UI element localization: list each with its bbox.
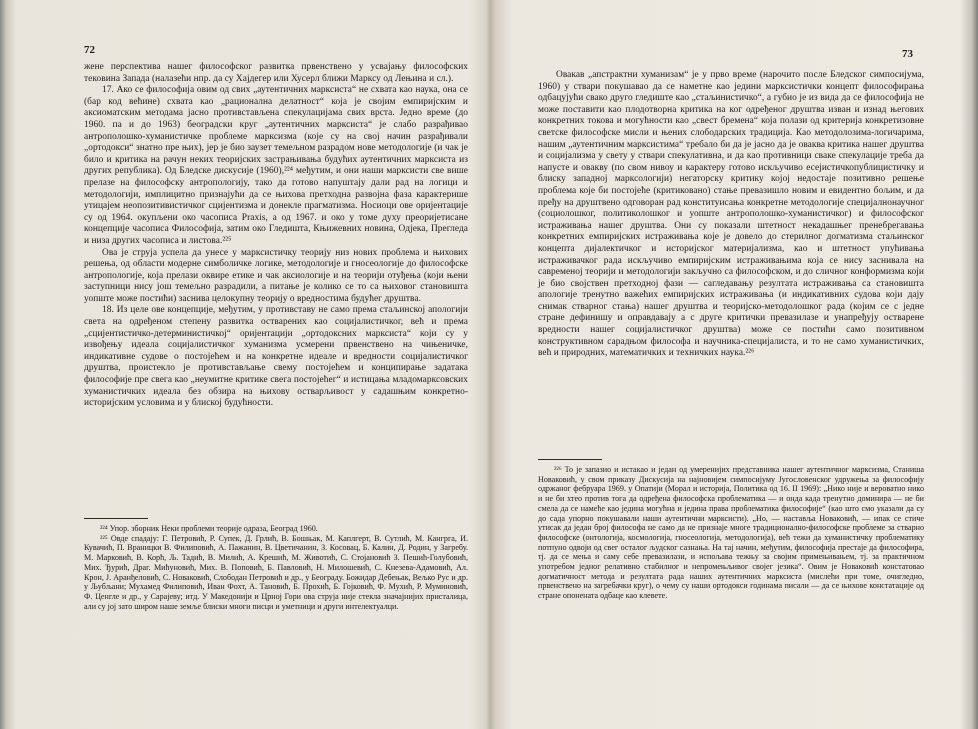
footnotes <box>538 465 924 601</box>
footnotes <box>84 524 468 611</box>
page-number: 73 <box>902 48 913 60</box>
paragraph: жене перспектива нашег философског развитка првенствено у усвајању философских тековина Запада (налазећи нпр. да су Хајдегер или Хусерл ближи Марксу од Лењина и сл.). <box>84 62 468 84</box>
paragraph: Ова је струја успела да унесе у марксистичку теорију низ нових проблема и њихових решења, од области модерне симболичке логике, методологије и гносеологије до философске антропологије, која прелази оквире етике и чак аксиологије и на теорији отуђења (који њени заступници нису још темељно разрадили, а питање је колико се то са њиховог становишта уопште може постићи) заснива целокупну теорију о вредностима будућег друштва. <box>84 247 468 304</box>
page-number: 72 <box>84 44 95 56</box>
paragraph: Овакав „апстрактни хуманизам“ је у прво време (нарочито после Бледског симпосијума, 1960) у ствари покушавао да се наметне као једини марксистички концепт философирања одбацујући свако друго гледиште као „стаљинистичко“, а губио је из вида да се философија не може поставити као плодотворна критика на ког одређеног друштва изван и изнад његових конкретних токова и могућности као „свест бремена“ која полази од критерија конкретизовне светске философске мисли и њених слободарских традиција. Као методолозима-логичарима, нашим „аутентичним марксистима“ требало би да је јасно да је оваква критика нашег друштва и социјализма у свету у ствари спекулативна, и да као противници сваке спекулације треба да напусте и овакву (по свом нивоу и карактеру готово искључиво есејистичкопублицистичку и блиску западној марксологији) негаторску критику којој недостаје позитивно решење проблема које би постојеће (критиковано) стање превазишло новим и евидентно бољим, и да пређу на друштвено одговоран рад конституисања конкретне методологије специјалнонаучног (социолошког, политиколошког и уопште антрополошко-хуманистичког) и философског истраживања нашег друштва. Они су показали штетност некадашњег пренебрегавања конкретних емпиријских истраживања које је довело до стерилног догматизма стаљинског концепта дијалектичког и историјског материјализма, као и штетност упућивања истраживачког рада искључиво емпиријским истраживањима која се нису заснивала на савременој теорији и методологији закључно са философском, и до сличног конформизма који је био својствен претходној фази — сагледавању резултата истраживања са становишта апологије тренутно важећих емпиријских истраживања (и индикативних судова који дају снимак стварног стања) нашег друштва и теоријско-методолошког рада (којим се с једне стране дефинишу и оправдавају а с друге критички превазилазе и унапређују остварене вредности нашег социјалистичког друштва) може се постићи само позитивном конструктивном сарадњом философа и научника-специјалиста, и то не само хуманистичких, већ и природних, математичких и техничких наука.²²⁶ <box>538 70 924 359</box>
paragraph: 18. Из целе ове концепције, међутим, у противставу не само према стаљинској апологији света на одређеном степену развитка остварених као социјалистичког, већ и према „сцијентистичко-детерминистичкој“ оријентацији „ортодоксних марксиста“ који су у извођењу идеала социјалистичког хуманизма усмерени првенствено на чињеничке, индикативне судове о постојећем и на конкретне идеале и вредности социјалистичког друштва, проистекло је противстављање свему постојећем и конципирање задатака философије пре свега као „неумитне критике свега постојећег“ и истицања младомарксовских хуманистичких идеала без обзира на њихову остварљивост у садашњим конкретно-историјским условима и у блиској будућности. <box>84 305 468 409</box>
footnote: ²²⁶ То је запазио и истакао и један од умеренијих представника нашег аутентичног марксизма, Станиша Новаковић, у свом приказу Дискусија на најновијем симпосијуму Југословенског удружења за философију одржаног фебруара 1969. у Опатији (Морал и историја, Политика од 16. II 1969): „Нико није и вероватно нико и не би хтео против тога да одређена философска проблематика — и онда када тренутно доминира — не би смела да се намеће као једина могућна и једина права проблематика философије“ (као што смо указали да су до сада упорно покушавали наши аутентични марксисти). „Но, — наставља Новаковић, — ипак се стиче утисак да један број философа не само да не признаје многе традиционално-философске проблеме за стварно философске (онтологија, космологија, гносеологија, методологија), већ тежи да хуманистичку проблематику потпуно одвоји од свег осталог људског сазнања. На тај начин, међутим, философија престаје да философира, тј. да се мења и саму себе превазилази, и испољава тежњу за својим примењивањем, тј. за практичном употребом једног релативно стабилног и непромењљивог својег језика“. Овим је Новаковић констатовао догматичност метода и резултата рада наших аутентичних марксиста (мислећи при томе, очигледно, првенствено на загребачки круг), о чему су наши ортодокси годинама писали — да се њихове констатације од стране опонената одбаце као клевете. <box>538 465 924 601</box>
main-text <box>84 62 468 410</box>
footnote: ²²⁴ Упор. зборник Неки проблеми теорије одраза, Београд 1960. <box>100 524 318 533</box>
paragraph: 17. Ако се философија овим од свих „аутентичних марксиста“ не схвата као наука, она се (бар код већине) схвата као „рационална делатност“ која је својим емпиријским и аксиоматским методама јасно противстављена спекулацијама свих врста. Једно време (до 1960. па и до 1963) београдски круг „аутентичних марксиста“ је слабо разрађивао антрополошко-хуманистичке проблеме марксизма (које су на свој начин разрађивали „ортодокси“ знатно пре њих), јер је био заузет темељном разрадом нове методологије (и чак је било и критика на рачун неких теоријских застрањивања будућих аутентичних марксиста из других република). Од Бледске дискусије (1960),²²⁴ међутим, и они наши марксисти све више прелазе на философску антропологију, тако да готово напуштају дали рад на логици и методологији, имплицитно признајући да се њихова претходна развојна фаза карактерише утицајем неопозитивистичког сцијентизма и донекле прагматизма. Носиоци ове оријентације су од 1964. окупљени око часописа Praxis, а од 1967. и око у томе духу преоријетисане концепције часописа Философија, затим око Гледишта, Књижевних новина, Одјека, Прегледа и низа других часописа и листова.²²⁵ <box>84 85 468 246</box>
footnote: ²²⁵ Овде спадају: Г. Петровић, Р. Супек, Д. Грлић, В. Бошњак, М. Каплгерт, В. Сутлић, М. Кангрга, И. Кувачић, П. Враницки В. Филиповић, А. Пажанин, В. Цветичанин, З. Косовац, Б. Калин, Д. Родин, у Загребу. М. Марковић, В. Корћ, Љ. Тадић, В. Милић, А. Крешић, М. Животић, С. Стојановић З. Пешић-Голубовић, Мих. Ђурић, Драг. Мићуновић, Мих. В. Поповић, Б. Павловић, Н. Милошевић, С. Кнезевa-Адамовић, Ал. Крон, Ј. Аранђеловић, С. Новаковић, Слободан Петровић и др., у Београду. Божидар Дебењак, Вељко Рус и др. у Љубљани; Мухамед Филиповић, Иван Фохт, А. Тановић, Б. Прохић, Б. Гојковић, Ф. Мухић, Р. Муминовић, Ф. Ценгле и др., у Сарајеву; итд. У Македонији и Црној Гори ова струја није стекла значајнијих присталица, али су јој зато широм наше земље блиски многи писци и уметници и други интелектуалци. <box>84 533 468 611</box>
footnote-divider <box>84 518 148 519</box>
footnote-divider <box>538 459 602 460</box>
right-page <box>500 0 962 729</box>
left-page <box>18 0 486 729</box>
main-text <box>538 70 924 360</box>
